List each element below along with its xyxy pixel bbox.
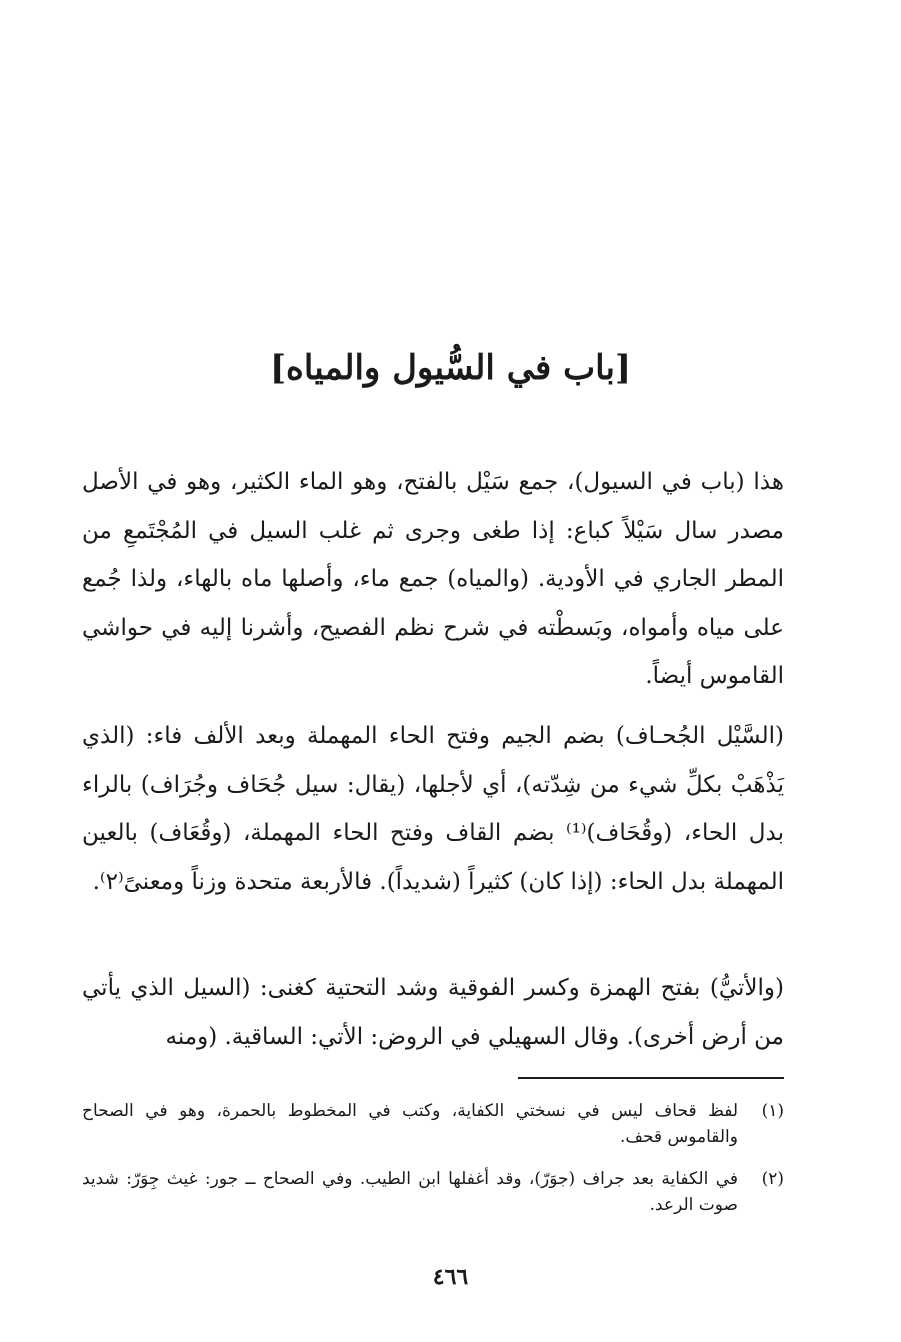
paragraph-atiyy: (والأتيُّ) بفتح الهمزة وكسر الفوقية وشد التحتية كغنى: (السيل الذي يأتي من أرض أخرى). وقال السهيلي في الروض: الأتي: الساقية. (ومنه	[82, 975, 784, 1050]
footnote-number: (٢)	[761, 1169, 784, 1189]
footnote-text: في الكفاية بعد جراف (جوَرّ)، وقد أغفلها ابن الطيب. وفي الصحاح ــ جور: غيث جِوَرّ: شديد صوت الرعد.	[82, 1169, 738, 1215]
footnote	[82, 1098, 784, 1150]
footnote	[82, 1166, 784, 1218]
paragraph-sayl: هذا (باب في السيول)، جمع سَيْل بالفتح، وهو الماء الكثير، وهو في الأصل مصدر سال سَيْلاً كباع: إذا طغى وجرى ثم غلب السيل في المُجْتَمعِ من المطر الجاري في الأودية. (والمياه) جمع ماء، وأصلها ماه بالهاء، ولذا جُمع على مياه وأمواه، وبَسطْته في شرح نظم الفصيح، وأشرنا إليه في حواشي القاموس أيضاً.	[82, 469, 784, 689]
footnote-separator	[518, 1077, 784, 1079]
paragraph-juhaf: (السَّيْل الجُحـاف) بضم الجيم وفتح الحاء المهملة وبعد الألف فاء: (الذي يَذْهَبْ بكلِّ شيء من شِدّته)، أي لأجلها، (يقال: سيل جُحَاف وجُرَاف) بالراء بدل الحاء، (وقُحَاف)⁽¹⁾ بضم القاف وفتح الحاء المهملة، (وقُعَاف) بالعين المهملة بدل الحاء: (إذا كان) كثيراً (شديداً). فالأربعة متحدة وزناً ومعنىً⁽٢⁾.	[82, 723, 784, 895]
chapter-title: [باب في السُّيول والمياه]	[269, 348, 632, 388]
footnote-text: لفظ قحاف ليس في نسختي الكفاية، وكتب في المخطوط بالحمرة، وهو في الصحاح والقاموس قحف.	[82, 1101, 738, 1147]
page-number: ٤٦٦	[432, 1264, 469, 1290]
footnote-number: (١)	[761, 1101, 784, 1121]
